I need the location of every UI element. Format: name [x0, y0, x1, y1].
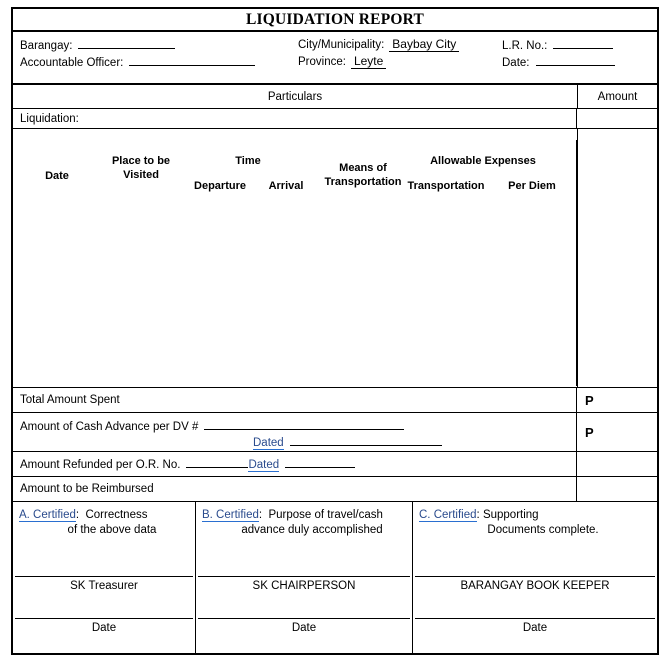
liquidation-report-form: [11, 7, 659, 655]
certification-b-text: [196, 508, 412, 538]
cash-advance-dated-label: Dated: [253, 437, 284, 449]
amount-column-inner-divider: [576, 140, 577, 386]
certification-c-signature-label: BARANGAY BOOK KEEPER: [460, 580, 610, 592]
certification-a-marker: A. Certified: [19, 509, 76, 521]
column-header-arrival: Arrival: [268, 180, 304, 192]
certification-block-a: [13, 502, 196, 653]
date-field: [502, 54, 615, 69]
amount-refunded-dated-label: Dated: [248, 459, 280, 471]
certification-b-date: [196, 618, 412, 634]
certification-c-marker: C. Certified: [419, 509, 477, 521]
column-header-date: Date: [45, 170, 69, 182]
liquidation-amount-cell[interactable]: [577, 109, 657, 128]
amount-reimbursed-row: [13, 477, 657, 502]
certification-c-date-label: Date: [522, 622, 548, 634]
certification-a-line1: [19, 508, 189, 523]
amount-header-cell: [578, 85, 657, 108]
amount-header-label: Amount: [597, 90, 638, 103]
means-line1: Means of: [339, 162, 387, 174]
column-header-transportation: Transportation: [407, 180, 485, 192]
particulars-header-cell: [13, 85, 578, 108]
certification-b-marker: B. Certified: [202, 509, 259, 521]
amount-reimbursed-label-cell: [13, 477, 577, 501]
province-label: Province:: [298, 56, 346, 68]
date-input[interactable]: [536, 54, 615, 66]
certification-c-line1: [419, 508, 651, 523]
amount-refunded-line: [20, 456, 355, 472]
cash-advance-row: [13, 413, 657, 452]
certification-block-b: [196, 502, 413, 653]
table-header-row: [13, 85, 657, 109]
city-municipality-input[interactable]: Baybay City: [389, 37, 459, 52]
liquidation-row: [13, 109, 657, 129]
province-field: [298, 54, 386, 69]
cash-advance-dv-input[interactable]: [204, 418, 404, 430]
certification-c-text-line2: Documents complete.: [487, 524, 599, 536]
certification-b-text-line2: advance duly accomplished: [241, 524, 383, 536]
lr-number-field: [502, 37, 613, 52]
cash-advance-label-cell: [13, 413, 577, 451]
certification-a-separator: :: [75, 509, 80, 521]
cash-advance-label: Amount of Cash Advance per DV #: [20, 421, 199, 433]
amount-refunded-label-cell: [13, 452, 577, 476]
page-title: LIQUIDATION REPORT: [245, 10, 425, 28]
total-amount-spent-label-cell: [13, 388, 577, 412]
certification-a-date: [13, 618, 195, 634]
total-amount-spent-label: Total Amount Spent: [20, 394, 120, 406]
lr-number-input[interactable]: [553, 37, 613, 49]
table-body-row: [13, 129, 657, 388]
amount-refunded-or-input[interactable]: [186, 456, 248, 468]
certification-a-text: [13, 508, 195, 538]
barangay-label: Barangay:: [20, 40, 73, 52]
total-amount-spent-value-cell[interactable]: [577, 388, 657, 412]
peso-sign-total: P: [585, 392, 594, 408]
place-line2: Visited: [123, 169, 159, 181]
cash-advance-line2: [253, 434, 442, 450]
certification-c-date: [413, 618, 657, 634]
accountable-officer-input[interactable]: [129, 54, 255, 66]
amount-body-cell[interactable]: [577, 129, 657, 387]
column-header-time: Time: [235, 155, 261, 167]
liquidation-label-cell: [13, 109, 577, 128]
date-label: Date:: [502, 57, 530, 69]
barangay-input[interactable]: [78, 37, 175, 49]
column-header-place-to-be-visited: [91, 154, 191, 182]
column-header-allowable-expenses: Allowable Expenses: [430, 155, 536, 167]
amount-refunded-row: [13, 452, 657, 477]
cash-advance-value-cell[interactable]: [577, 413, 657, 451]
certification-c-text: [413, 508, 657, 538]
means-line2: Transportation: [324, 176, 402, 188]
form-title-row: [13, 9, 657, 32]
amount-refunded-value-cell[interactable]: [577, 452, 657, 476]
certification-a-text-line1: Correctness: [85, 509, 148, 521]
certification-a-text-line2: of the above data: [67, 524, 157, 536]
accountable-officer-label: Accountable Officer:: [20, 57, 124, 69]
certification-b-line1: [202, 508, 406, 523]
accountable-officer-field: [20, 54, 255, 69]
lr-number-label: L.R. No.:: [502, 40, 548, 52]
certification-c-signature: [413, 576, 657, 592]
amount-refunded-label: Amount Refunded per O.R. No.: [20, 459, 181, 471]
total-amount-spent-row: [13, 388, 657, 413]
amount-refunded-dated-input[interactable]: [285, 456, 355, 468]
column-header-departure: Departure: [194, 180, 246, 192]
column-header-per-diem: Per Diem: [508, 180, 556, 192]
certification-c-text-line1: Supporting: [482, 509, 539, 521]
certification-a-signature: [13, 576, 195, 592]
identification-block: [13, 32, 657, 85]
peso-sign-cash-advance: P: [585, 424, 594, 440]
certification-a-date-label: Date: [91, 622, 117, 634]
city-municipality-label: City/Municipality:: [298, 39, 385, 51]
particulars-header-label: Particulars: [267, 90, 323, 103]
certification-b-text-line1: Purpose of travel/cash: [268, 509, 383, 521]
barangay-field: [20, 37, 175, 52]
particulars-body-cell[interactable]: [13, 129, 577, 387]
certification-a-signature-label: SK Treasurer: [70, 580, 138, 592]
liquidation-label: Liquidation:: [20, 112, 79, 125]
certification-b-separator: :: [258, 509, 263, 521]
amount-reimbursed-label: Amount to be Reimbursed: [20, 483, 154, 495]
amount-reimbursed-value-cell[interactable]: [577, 477, 657, 501]
certification-section: [13, 502, 657, 653]
certification-block-c: [413, 502, 657, 653]
place-line1: Place to be: [111, 155, 171, 167]
cash-advance-dated-input[interactable]: [290, 434, 442, 446]
certification-b-date-label: Date: [291, 622, 317, 634]
certification-b-signature: [196, 576, 412, 592]
city-municipality-field: [298, 37, 459, 52]
certification-b-signature-label: SK CHAIRPERSON: [252, 580, 356, 592]
cash-advance-line1: [20, 418, 404, 433]
province-input[interactable]: Leyte: [351, 54, 386, 69]
certification-c-separator: :: [476, 509, 480, 521]
